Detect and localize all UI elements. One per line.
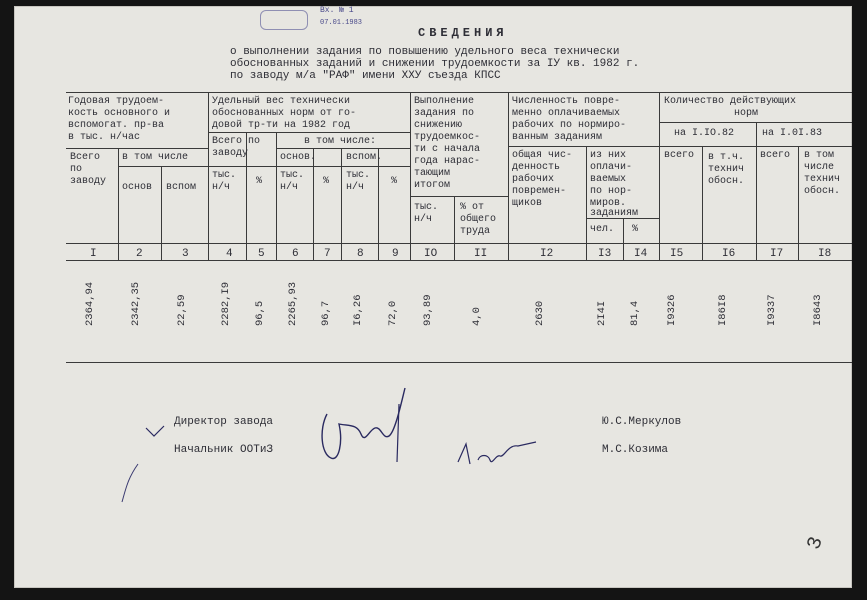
staff-header-4: ванным заданиям (512, 132, 603, 143)
col-number: 8 (357, 248, 364, 260)
annual-header-1: Годовая трудоем- (68, 96, 165, 107)
stamp-number: Вх. № 1 (320, 6, 354, 15)
annual-total-2: по (70, 164, 83, 175)
col-divider (756, 122, 757, 260)
date-b: на I.0I.83 (762, 128, 823, 139)
header-sub-line (118, 166, 208, 167)
exec-unit-2: н/ч (414, 214, 433, 225)
norm-incl-a-3: обосн. (708, 176, 745, 187)
staff-header-1: Численность повре- (512, 96, 621, 107)
staff-ppl: чел. (590, 224, 615, 235)
value-cell: I8643 (812, 294, 824, 326)
col-divider (659, 92, 660, 260)
staff-total-3: рабочих (512, 174, 555, 185)
col-number: I (90, 248, 97, 260)
exec-pct-1: % от (460, 202, 485, 213)
head-signature (448, 436, 538, 472)
exec-pct-2: общего (460, 214, 497, 225)
value-cell: 2265,93 (287, 281, 299, 326)
norm-incl-a-2: технич (708, 164, 745, 175)
col-divider (586, 146, 587, 260)
col-number: IO (424, 248, 438, 260)
col-divider (508, 92, 509, 260)
share-header-3: довой тр-ти на 1982 год (212, 120, 351, 131)
value-cell: 72,0 (387, 300, 399, 326)
numbers-bottom-line (66, 260, 852, 261)
annual-header-3: вспомогат. пр-ва (68, 120, 165, 131)
col-number: 2 (136, 248, 143, 260)
aux-unit-2: н/ч (346, 182, 365, 193)
share-aux: вспом. (346, 152, 383, 163)
staff-of-6: заданиям (590, 208, 639, 219)
staff-of-5: миров. (590, 198, 627, 209)
subtitle-line-1: о выполнении задания по повышению удельного веса технически (230, 46, 620, 58)
director-name: Ю.С.Меркулов (602, 416, 682, 428)
value-cell: I9337 (766, 294, 778, 326)
share-total-1: Всего по (212, 136, 261, 147)
norm-incl-a-1: в т.ч. (708, 152, 745, 163)
exec-header-4: трудоемкос- (414, 132, 481, 143)
staff-of-2: оплачи- (590, 162, 633, 173)
col-divider (161, 166, 162, 260)
staff-total-1: общая чис- (512, 150, 573, 161)
staff-total-5: щиков (512, 198, 543, 209)
staff-of-3: ваемых (590, 174, 627, 185)
header-sub-line (410, 196, 508, 197)
value-cell: 22,59 (176, 294, 188, 326)
value-cell: 2630 (534, 300, 546, 326)
annual-header-4: в тыс. н/час (68, 132, 141, 143)
annual-main: основ (122, 182, 153, 193)
exec-header-1: Выполнение (414, 96, 475, 107)
value-cell: 96,5 (254, 300, 266, 326)
header-sub-line (66, 148, 208, 149)
header-bottom-line (66, 243, 852, 244)
subtitle-line-2: обоснованных заданий и снижении трудоемкости за IУ кв. 1982 г. (230, 58, 640, 70)
norms-header-2: норм (734, 108, 759, 119)
document-title: СВЕДЕНИЯ (418, 26, 508, 40)
exec-header-3: снижению (414, 120, 463, 131)
share-header-1: Удельный вес технически (212, 96, 351, 107)
header-sub-line (659, 146, 852, 147)
document-sheet (14, 6, 852, 588)
annual-total-1: Всего (70, 152, 101, 163)
staff-of-1: из них (590, 150, 627, 161)
exec-header-6: года нарас- (414, 156, 481, 167)
norm-incl-b-1: в том (804, 150, 835, 161)
col-number: 3 (182, 248, 189, 260)
value-cell: 2I4I (596, 300, 608, 326)
staff-header-3: рабочих по нормиро- (512, 120, 627, 131)
annual-header-2: кость основного и (68, 108, 171, 119)
col-number: I5 (670, 248, 684, 260)
value-cell: 2364,94 (84, 281, 96, 326)
col-number: I6 (722, 248, 736, 260)
norm-total-b: всего (760, 150, 791, 161)
exec-unit-1: тыс. (414, 202, 439, 213)
col-divider (623, 218, 624, 260)
value-cell: 4,0 (471, 307, 483, 326)
director-title: Директор завода (174, 416, 274, 428)
header-sub-line (659, 122, 852, 123)
exec-header-5: ти с начала (414, 144, 481, 155)
stamp-date: 07.01.1983 (320, 19, 363, 27)
table-bottom-line (66, 362, 852, 363)
value-cell: 96,7 (320, 300, 332, 326)
norms-header-1: Количество действующих (664, 96, 797, 107)
header-sub-line (276, 148, 410, 149)
date-a: на I.IO.82 (674, 128, 735, 139)
share-unit-2: н/ч (212, 182, 231, 193)
share-total-2: заводу (212, 148, 249, 159)
col-divider (313, 148, 314, 260)
norm-incl-b-4: обосн. (804, 186, 841, 197)
share-unit-1: тыс. (212, 170, 237, 181)
staff-pct: % (632, 224, 639, 235)
col-divider (341, 148, 342, 260)
col-number: II (474, 248, 488, 260)
exec-header-8: итогом (414, 180, 451, 191)
header-sub-line (508, 146, 659, 147)
exec-header-2: задания по (414, 108, 475, 119)
col-divider (410, 92, 411, 260)
incoming-stamp (250, 6, 400, 30)
col-number: 9 (392, 248, 399, 260)
col-number: 5 (258, 248, 265, 260)
share-incl: в том числе: (304, 136, 377, 147)
value-cell: 93,89 (422, 294, 434, 326)
col-number: 7 (324, 248, 331, 260)
value-cell: I6,26 (352, 294, 364, 326)
share-header-2: обоснованных норм от го- (212, 108, 357, 119)
main-unit-1: тыс. (280, 170, 305, 181)
head-title: Начальник ООТиЗ (174, 444, 274, 456)
staff-of-4: по нор- (590, 186, 633, 197)
header-sub-line (208, 166, 410, 167)
staff-header-2: менно оплачиваемых (512, 108, 621, 119)
share-main: основ. (280, 152, 317, 163)
value-cell: 2342,35 (130, 281, 142, 326)
staff-total-4: повремен- (512, 186, 567, 197)
stamp-logo (260, 10, 308, 30)
col-number: 4 (226, 248, 233, 260)
exec-header-7: тающим (414, 168, 451, 179)
director-signature (309, 384, 419, 474)
head-name: М.С.Козима (602, 444, 669, 456)
col-number: I8 (818, 248, 832, 260)
col-number: I4 (634, 248, 648, 260)
col-divider (118, 148, 119, 260)
norm-total-a: всего (664, 150, 695, 161)
aux-unit-1: тыс. (346, 170, 371, 181)
subtitle-line-3: по заводу м/а "РАФ" имени XXУ съезда КПСС (230, 70, 501, 82)
staff-total-2: денность (512, 162, 561, 173)
margin-note (118, 458, 148, 508)
col-divider (454, 196, 455, 260)
norm-incl-b-2: числе (804, 162, 835, 173)
annual-total-3: заводу (70, 176, 107, 187)
value-cell: I86I8 (717, 294, 729, 326)
value-cell: 2282,I9 (220, 281, 232, 326)
col-divider (702, 146, 703, 260)
col-number: I2 (540, 248, 554, 260)
col-number: I7 (770, 248, 784, 260)
check-mark (144, 424, 174, 438)
col-divider (208, 92, 209, 260)
main-unit-2: н/ч (280, 182, 299, 193)
col-divider (798, 146, 799, 260)
col-divider (378, 148, 379, 260)
share-pct-2: % (323, 176, 330, 187)
value-cell: 81,4 (629, 300, 641, 326)
col-number: 6 (292, 248, 299, 260)
share-pct-1: % (256, 176, 263, 187)
annual-incl: в том числе (122, 152, 189, 163)
annual-aux: вспом (166, 182, 197, 193)
value-cell: I9326 (666, 294, 678, 326)
exec-pct-3: труда (460, 226, 491, 237)
table-top-line (66, 92, 852, 93)
header-sub-line (208, 132, 410, 133)
col-number: I3 (598, 248, 612, 260)
page-mark: 3 (803, 533, 829, 554)
norm-incl-b-3: технич (804, 174, 841, 185)
share-pct-3: % (391, 176, 398, 187)
col-divider (276, 132, 277, 260)
